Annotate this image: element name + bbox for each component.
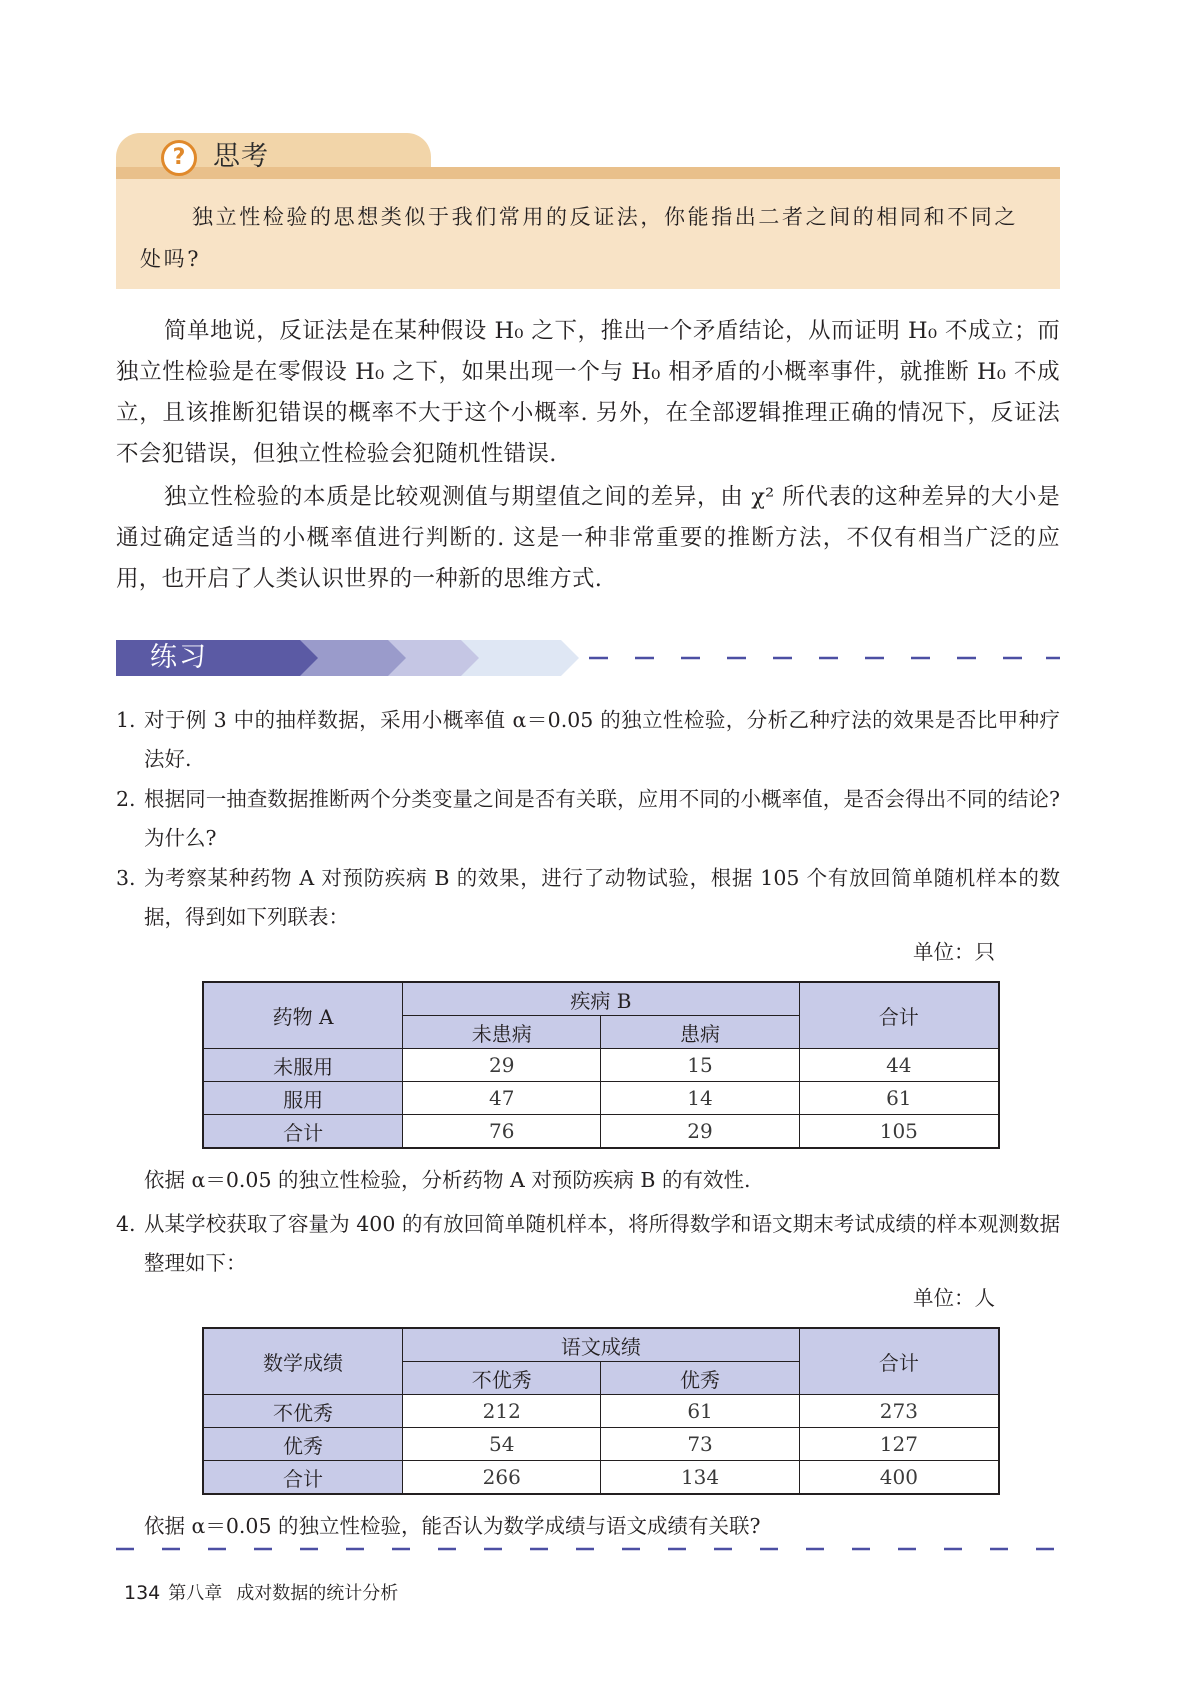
think-box-title: 思考 <box>213 141 269 172</box>
question-mark-icon: ? <box>161 140 197 176</box>
table-total-header: 合计 <box>799 1328 999 1395</box>
table1-unit: 单位：只 <box>913 940 995 964</box>
table-row-label: 服用 <box>203 1082 403 1115</box>
footer-chapter-title: 成对数据的统计分析 <box>236 1583 399 1604</box>
contingency-table-drug <box>202 981 1000 1149</box>
exercise-number: 1. <box>116 708 136 732</box>
exercise-item-1 <box>116 701 1060 779</box>
table-cell: 105 <box>799 1115 999 1149</box>
table-col-header: 不优秀 <box>403 1362 601 1395</box>
exercise-text: 为考察某种药物 A 对预防疾病 B 的效果，进行了动物试验，根据 105 个有放回简单随机样本的数据，得到如下列联表： <box>144 866 1060 929</box>
exercise-item-3 <box>116 859 1060 937</box>
table-cell: 61 <box>799 1082 999 1115</box>
table-cell: 44 <box>799 1049 999 1082</box>
footer-chapter: 第八章 <box>168 1583 223 1604</box>
table-row <box>203 1082 999 1115</box>
table-row <box>203 1461 999 1495</box>
table-total-header: 合计 <box>799 982 999 1049</box>
table-cell: 134 <box>601 1461 799 1495</box>
table-row <box>203 1395 999 1428</box>
table-cell: 29 <box>601 1115 799 1149</box>
table1-note: 依据 α＝0.05 的独立性检验，分析药物 A 对预防疾病 B 的有效性. <box>144 1168 751 1192</box>
think-box-text: 独立性检验的思想类似于我们常用的反证法，你能指出二者之间的相同和不同之处吗? <box>140 205 1018 271</box>
exercise-number: 4. <box>116 1212 136 1236</box>
table-row-label: 未服用 <box>203 1049 403 1082</box>
table2-unit: 单位：人 <box>913 1286 995 1310</box>
exercise-item-4 <box>116 1205 1060 1283</box>
exercise-header-band <box>116 640 1060 676</box>
exercise-number: 2. <box>116 787 136 811</box>
exercise-text: 从某学校获取了容量为 400 的有放回简单随机样本，将所得数学和语文期末考试成绩的样本观测数据整理如下： <box>144 1212 1060 1275</box>
body-paragraph-1: 简单地说，反证法是在某种假设 H₀ 之下，推出一个矛盾结论，从而证明 H₀ 不成立；而独立性检验是在零假设 H₀ 之下，如果出现一个与 H₀ 相矛盾的小概率事件，就推断 H₀ 不成立，且该推断犯错误的概率不大于这个小概率. 另外，在全部逻辑推理正确的情况下，反证法不会犯错误，但独立性检验会犯随机性错误. <box>116 318 1060 467</box>
exercise-item-2 <box>116 780 1060 858</box>
contingency-table-scores <box>202 1327 1000 1495</box>
table-cell: 212 <box>403 1395 601 1428</box>
table-cell: 61 <box>601 1395 799 1428</box>
table-row <box>203 1428 999 1461</box>
table-row-header: 数学成绩 <box>203 1328 403 1395</box>
table-cell: 14 <box>601 1082 799 1115</box>
table-col-header: 未患病 <box>403 1016 601 1049</box>
table-row-header: 药物 A <box>203 982 403 1049</box>
table-row <box>203 1049 999 1082</box>
exercise-text: 对于例 3 中的抽样数据，采用小概率值 α＝0.05 的独立性检验，分析乙种疗法的效果是否比甲种疗法好. <box>144 708 1060 771</box>
table-cell: 73 <box>601 1428 799 1461</box>
table-row-label: 优秀 <box>203 1428 403 1461</box>
table-cell: 47 <box>403 1082 601 1115</box>
table-row <box>203 1115 999 1149</box>
table-cell: 400 <box>799 1461 999 1495</box>
table-cell: 76 <box>403 1115 601 1149</box>
exercise-number: 3. <box>116 866 136 890</box>
table-col-header: 优秀 <box>601 1362 799 1395</box>
page-number: 134 <box>124 1582 161 1604</box>
table-row-label: 合计 <box>203 1461 403 1495</box>
table2-note: 依据 α＝0.05 的独立性检验，能否认为数学成绩与语文成绩有关联? <box>144 1514 761 1538</box>
table-cell: 266 <box>403 1461 601 1495</box>
table-row-label: 不优秀 <box>203 1395 403 1428</box>
page-footer <box>124 1580 398 1607</box>
table-col-header: 患病 <box>601 1016 799 1049</box>
table-row-label: 合计 <box>203 1115 403 1149</box>
table-cell: 29 <box>403 1049 601 1082</box>
table-cell: 54 <box>403 1428 601 1461</box>
table-cell: 273 <box>799 1395 999 1428</box>
exercise-end-divider <box>116 1546 1060 1552</box>
table-col-group: 语文成绩 <box>403 1328 800 1362</box>
body-paragraph-2: 独立性检验的本质是比较观测值与期望值之间的差异，由 χ² 所代表的这种差异的大小是通过确定适当的小概率值进行判断的. 这是一种非常重要的推断方法，不仅有相当广泛的应用，也开启了人类认识世界的一种新的思维方式. <box>116 484 1060 592</box>
table-cell: 127 <box>799 1428 999 1461</box>
table-col-group: 疾病 B <box>403 982 799 1016</box>
exercise-title: 练习 <box>150 642 208 673</box>
table-cell: 15 <box>601 1049 799 1082</box>
exercise-text: 根据同一抽查数据推断两个分类变量之间是否有关联，应用不同的小概率值，是否会得出不同的结论? 为什么? <box>144 787 1060 850</box>
